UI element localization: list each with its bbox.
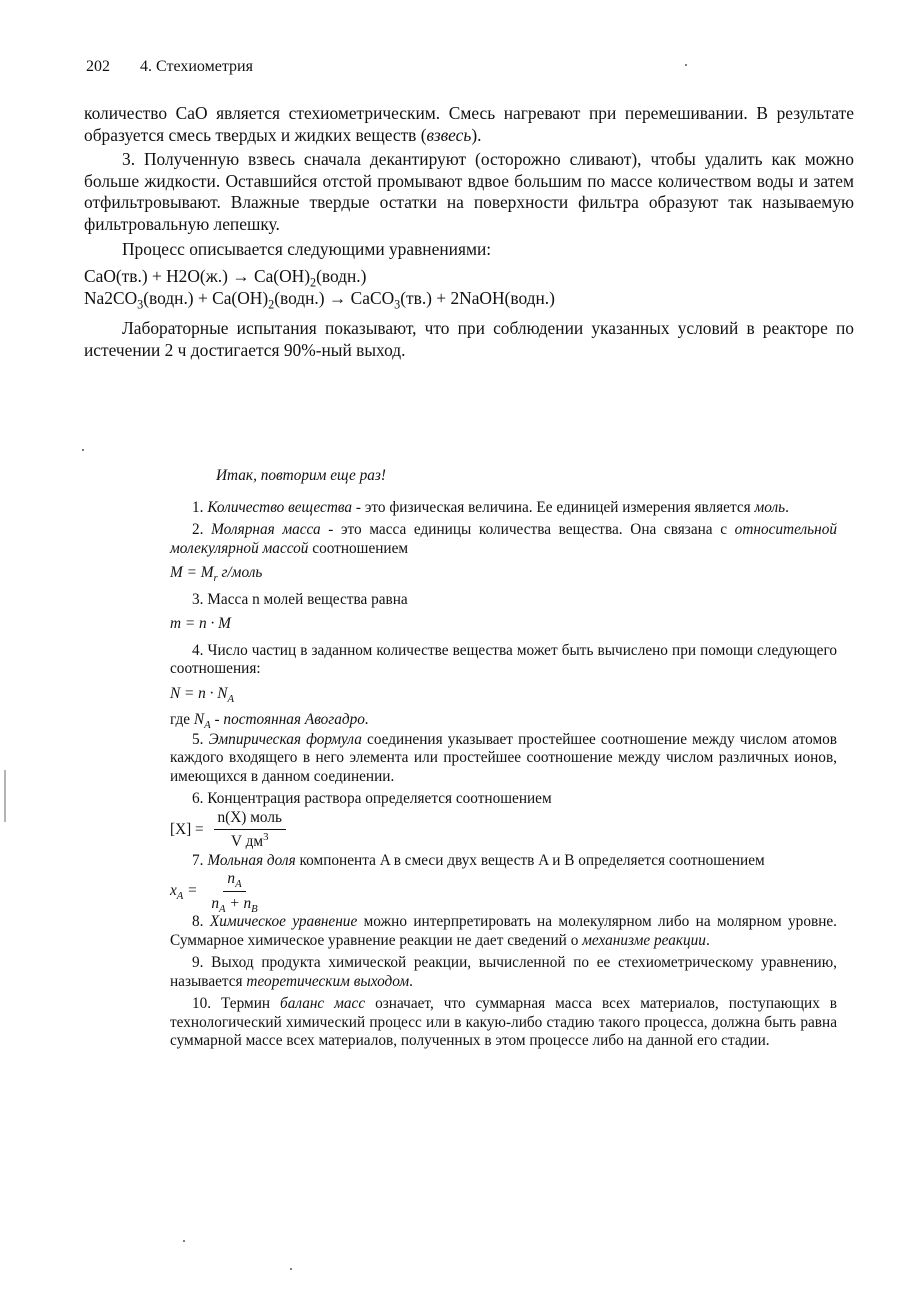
mole-fraction: [207, 870, 261, 913]
equation-1: $CaO(тв.) + H2O(ж.) \to Ca(OH)_2(водн.)$: [84, 266, 367, 290]
fraction-denominator: V $дм^3$: [231, 830, 269, 850]
summary-item-2: 2. Молярная масса - это масса единицы количества вещества. Она связана с относительной молекулярной массой соотношением: [170, 521, 838, 557]
formula-mole-fraction: $x_A$ = $\frac{n_A}{n_A + n_B}$: [170, 870, 837, 913]
summary-item-5: 5. Эмпирическая формула соединения указывает простейшее соотношение между числом атомов каждого входящего в него элемента или простейшее соотношение между числом различных ионов, имеющихся в данном соединении.: [170, 730, 837, 785]
formula-molar-mass: $M = M_r$ г/моль: [170, 564, 263, 585]
scan-speck: [685, 64, 687, 66]
formula-mass: m = n · M: [170, 615, 231, 632]
summary-item-9: 9. Выход продукта химической реакции, вычисленной по ее стехиометрическому уравнению, называется теоретическим выходом.: [170, 954, 837, 990]
scan-speck: [183, 1240, 185, 1242]
paragraph-step-3: 3. Полученную взвесь сначала декантируют (осторожно сливают), чтобы удалить как можно больше жидкости. Оставшийся отстой промывают вдвое большим по массе количеством воды и затем отфильтровывают. Влажные твердые остатки на поверхности фильтра образуют так называемую фильтровальную лепешку.: [84, 149, 854, 234]
summary-item-7: 7. Мольная доля компонента A в смеси двух веществ A и B определяется соотношением: [192, 851, 765, 869]
summary-item-10: 10. Термин баланс масс означает, что суммарная масса всех материалов, поступающих в технологический химический процесс или в какую-либо стадию такого процесса, должна быть равна суммарной массе всех материалов, полученных в этом процессе либо на данной его стадии.: [170, 995, 837, 1049]
fraction-numerator: $n_A$: [223, 870, 245, 892]
fraction-numerator: n(X) моль: [214, 809, 286, 831]
summary-heading: Итак, повторим еще раз!: [216, 467, 386, 484]
summary-item-4: 4. Число частиц в заданном количестве вещества может быть вычислено при помощи следующего соотношения:: [170, 641, 837, 677]
summary-item-6: 6. Концентрация раствора определяется соотношением: [192, 790, 552, 807]
equation-2: $Na2CO_3(водн.)$ + $Ca(OH)_2(водн.)$ → CaCO$_3$(тв.) + 2NaOH(водн.): [84, 287, 555, 312]
chapter-title: 4. Стехиометрия: [140, 58, 253, 75]
running-head: [86, 58, 253, 76]
formula-particles: $N = n \cdot N_A$: [170, 684, 235, 705]
summary-section: [170, 467, 837, 1051]
summary-item-3: 3. Масса n молей вещества равна: [192, 590, 408, 608]
summary-item-1: 1. Количество вещества - это физическая величина. Ее единицей измерения является моль.: [192, 498, 789, 516]
formula-concentration: [X] = $\frac{\text{n(X) моль}}{V дм^3}$: [170, 809, 837, 852]
summary-item-8: 8. Химическое уравнение можно интерпретировать на молекулярном либо на молярном уровне. Суммарное химическое уравнение реакции не дает сведений о механизме реакции.: [170, 913, 838, 949]
scan-edge-mark: [4, 770, 6, 822]
scan-speck: [82, 449, 84, 451]
paragraph-equations-intro: Процесс описывается следующими уравнениями:: [122, 238, 492, 259]
paragraph-lab-results: Лабораторные испытания показывают, что при соблюдении указанных условий в реакторе по истечении 2 ч достигается 90%-ный выход.: [84, 318, 854, 360]
avogadro-definition: где $N_A$ - постоянная Авогадро.: [170, 711, 369, 732]
paragraph-continuation: количество CaO является стехиометрическим. Смесь нагревают при перемешивании. В результате образуется смесь твердых и жидких веществ (взвесь).: [84, 103, 854, 145]
main-text: [84, 103, 854, 362]
scan-speck: [290, 1268, 292, 1270]
fraction-denominator: $n_A + n_B$: [211, 894, 258, 915]
page-number: 202: [86, 58, 110, 75]
concentration-fraction: [214, 809, 286, 852]
